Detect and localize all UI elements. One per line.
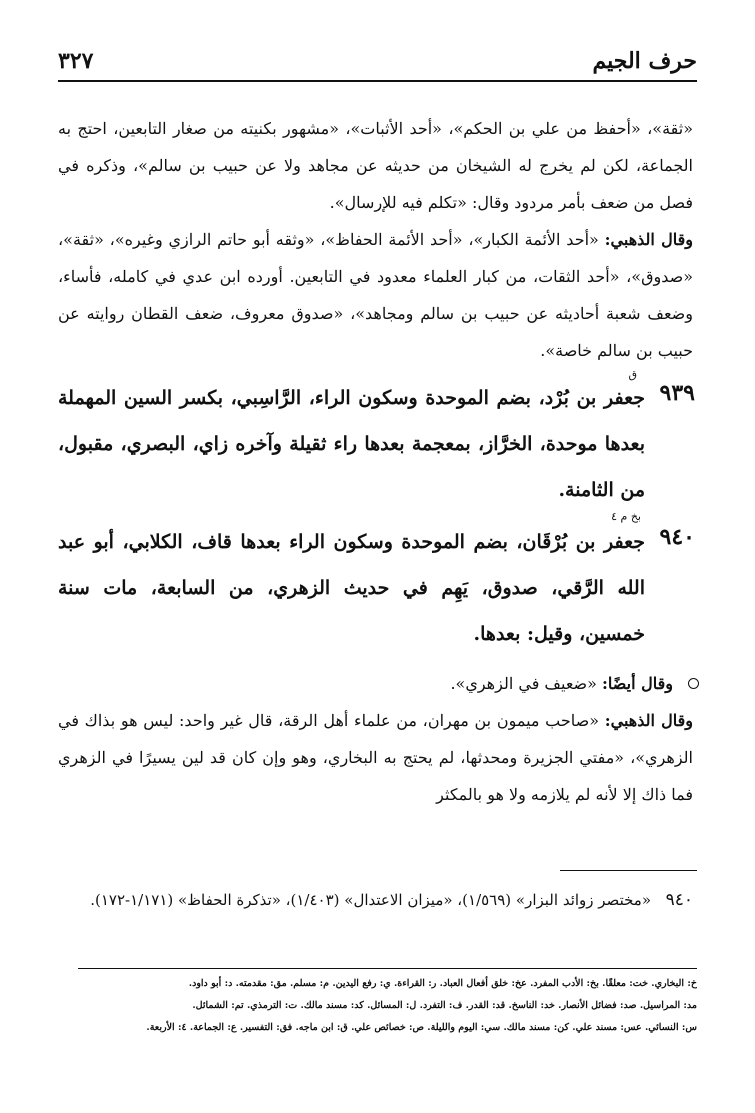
note-2-label: وقال الذهبي:	[604, 711, 694, 730]
entry-939-text: جعفر بن بُرْد، بضم الموحدة وسكون الراء، الرَّاسِبي، بكسر السين المهملة بعدها موحدة، الخرَّاز، بمعجمة بعدها راء ثقيلة وآخره زاي، البصري، مقبول، من الثامنة.	[58, 387, 645, 501]
footnote-text: «مختصر زوائد البزار» (١/٥٦٩)، «ميزان الاعتدال» (١/٤٠٣)، «تذكرة الحفاظ» (١/١٧١-١٧٢).	[90, 891, 651, 909]
dhahabi-label: وقال الذهبي:	[604, 230, 694, 249]
entry-940-siglum: بخ م ٤	[611, 510, 641, 523]
note-1	[58, 665, 693, 702]
abbreviations-line-3: س: النسائي. عس: مسند علي. كن: مسند مالك. سي: اليوم والليلة. ص: خصائص علي. ق: ابن ماجه. فق: التفسير. ع: الجماعة. ٤: الأربعة.	[146, 1022, 697, 1033]
note-2	[58, 702, 693, 813]
paragraph-2	[58, 221, 693, 369]
footnote-divider	[560, 870, 697, 871]
entry-939-number: ٩٣٩	[659, 380, 695, 406]
abbreviations-divider	[78, 968, 697, 969]
footnote-number: ٩٤٠	[665, 890, 693, 910]
running-title: حرف الجيم	[592, 48, 697, 74]
paragraph-1: «ثقة»، «أحفظ من علي بن الحكم»، «أحد الأثبات»، «مشهور بكنيته من صغار التابعين، احتج به الجماعة، لكن لم يخرج له الشيخان من حديثه عن مجاهد ولا عن حبيب بن سالم»، وذكره في فصل من ضعف بأمر مردود وقال: «تكلم فيه للإرسال».	[58, 119, 693, 212]
bullet-circle-icon	[688, 678, 699, 689]
abbreviations-line-1: خ: البخاري. خت: معلقًا. بخ: الأدب المفرد. عخ: خلق أفعال العباد. ر: القراءة. ي: رفع اليدين. م: مسلم. مق: مقدمته. د: أبو داود.	[188, 978, 697, 989]
note-1-label: وقال أيضًا:	[602, 674, 673, 693]
entry-940-number: ٩٤٠	[659, 524, 695, 550]
entry-940	[58, 510, 695, 657]
main-text	[58, 110, 693, 813]
entry-939	[58, 368, 695, 513]
entry-939-siglum: ق	[628, 368, 637, 381]
note-1-text: «ضعيف في الزهري».	[450, 674, 597, 693]
note-2-text: «صاحب ميمون بن مهران، من علماء أهل الرقة، قال غير واحد: ليس هو بذاك في الزهري»، «مفتي الجزيرة ومحدثها، لم يحتج به البخاري، وهو وإن كان قد لين يسيرًا في الزهري فما ذاك إلا لأنه لم يلازمه ولا هو بالمكثر	[58, 711, 693, 804]
entry-940-text: جعفر بن بُرْقَان، بضم الموحدة وسكون الراء بعدها قاف، الكلابي، أبو عبد الله الرَّقي، صدوق، يَهِم في حديث الزهري، من السابعة، مات سنة خمسين، وقيل: بعدها.	[58, 531, 645, 645]
page-header	[58, 40, 697, 82]
dhahabi-text: «أحد الأئمة الكبار»، «أحد الأئمة الحفاظ»، «وثقه أبو حاتم الرازي وغيره»، «ثقة»، «صدوق»، «أحد الثقات، من كبار العلماء معدود في التابعين. أورده ابن عدي في كامله، فأساء، وضعف شعبة أحاديثه عن حبيب بن سالم ومجاهد»، «صدوق معروف، ضعف القطان روايته عن حبيب بن سالم خاصة».	[58, 230, 693, 360]
footnote	[58, 884, 693, 917]
page-number: ٣٢٧	[58, 48, 94, 74]
abbreviations-key	[78, 973, 697, 1039]
abbreviations-line-2: مد: المراسيل. صد: فضائل الأنصار. خد: الناسخ. قد: القدر. ف: التفرد. ل: المسائل. كد: مسند مالك. ت: الترمذي. تم: الشمائل.	[192, 1000, 697, 1011]
